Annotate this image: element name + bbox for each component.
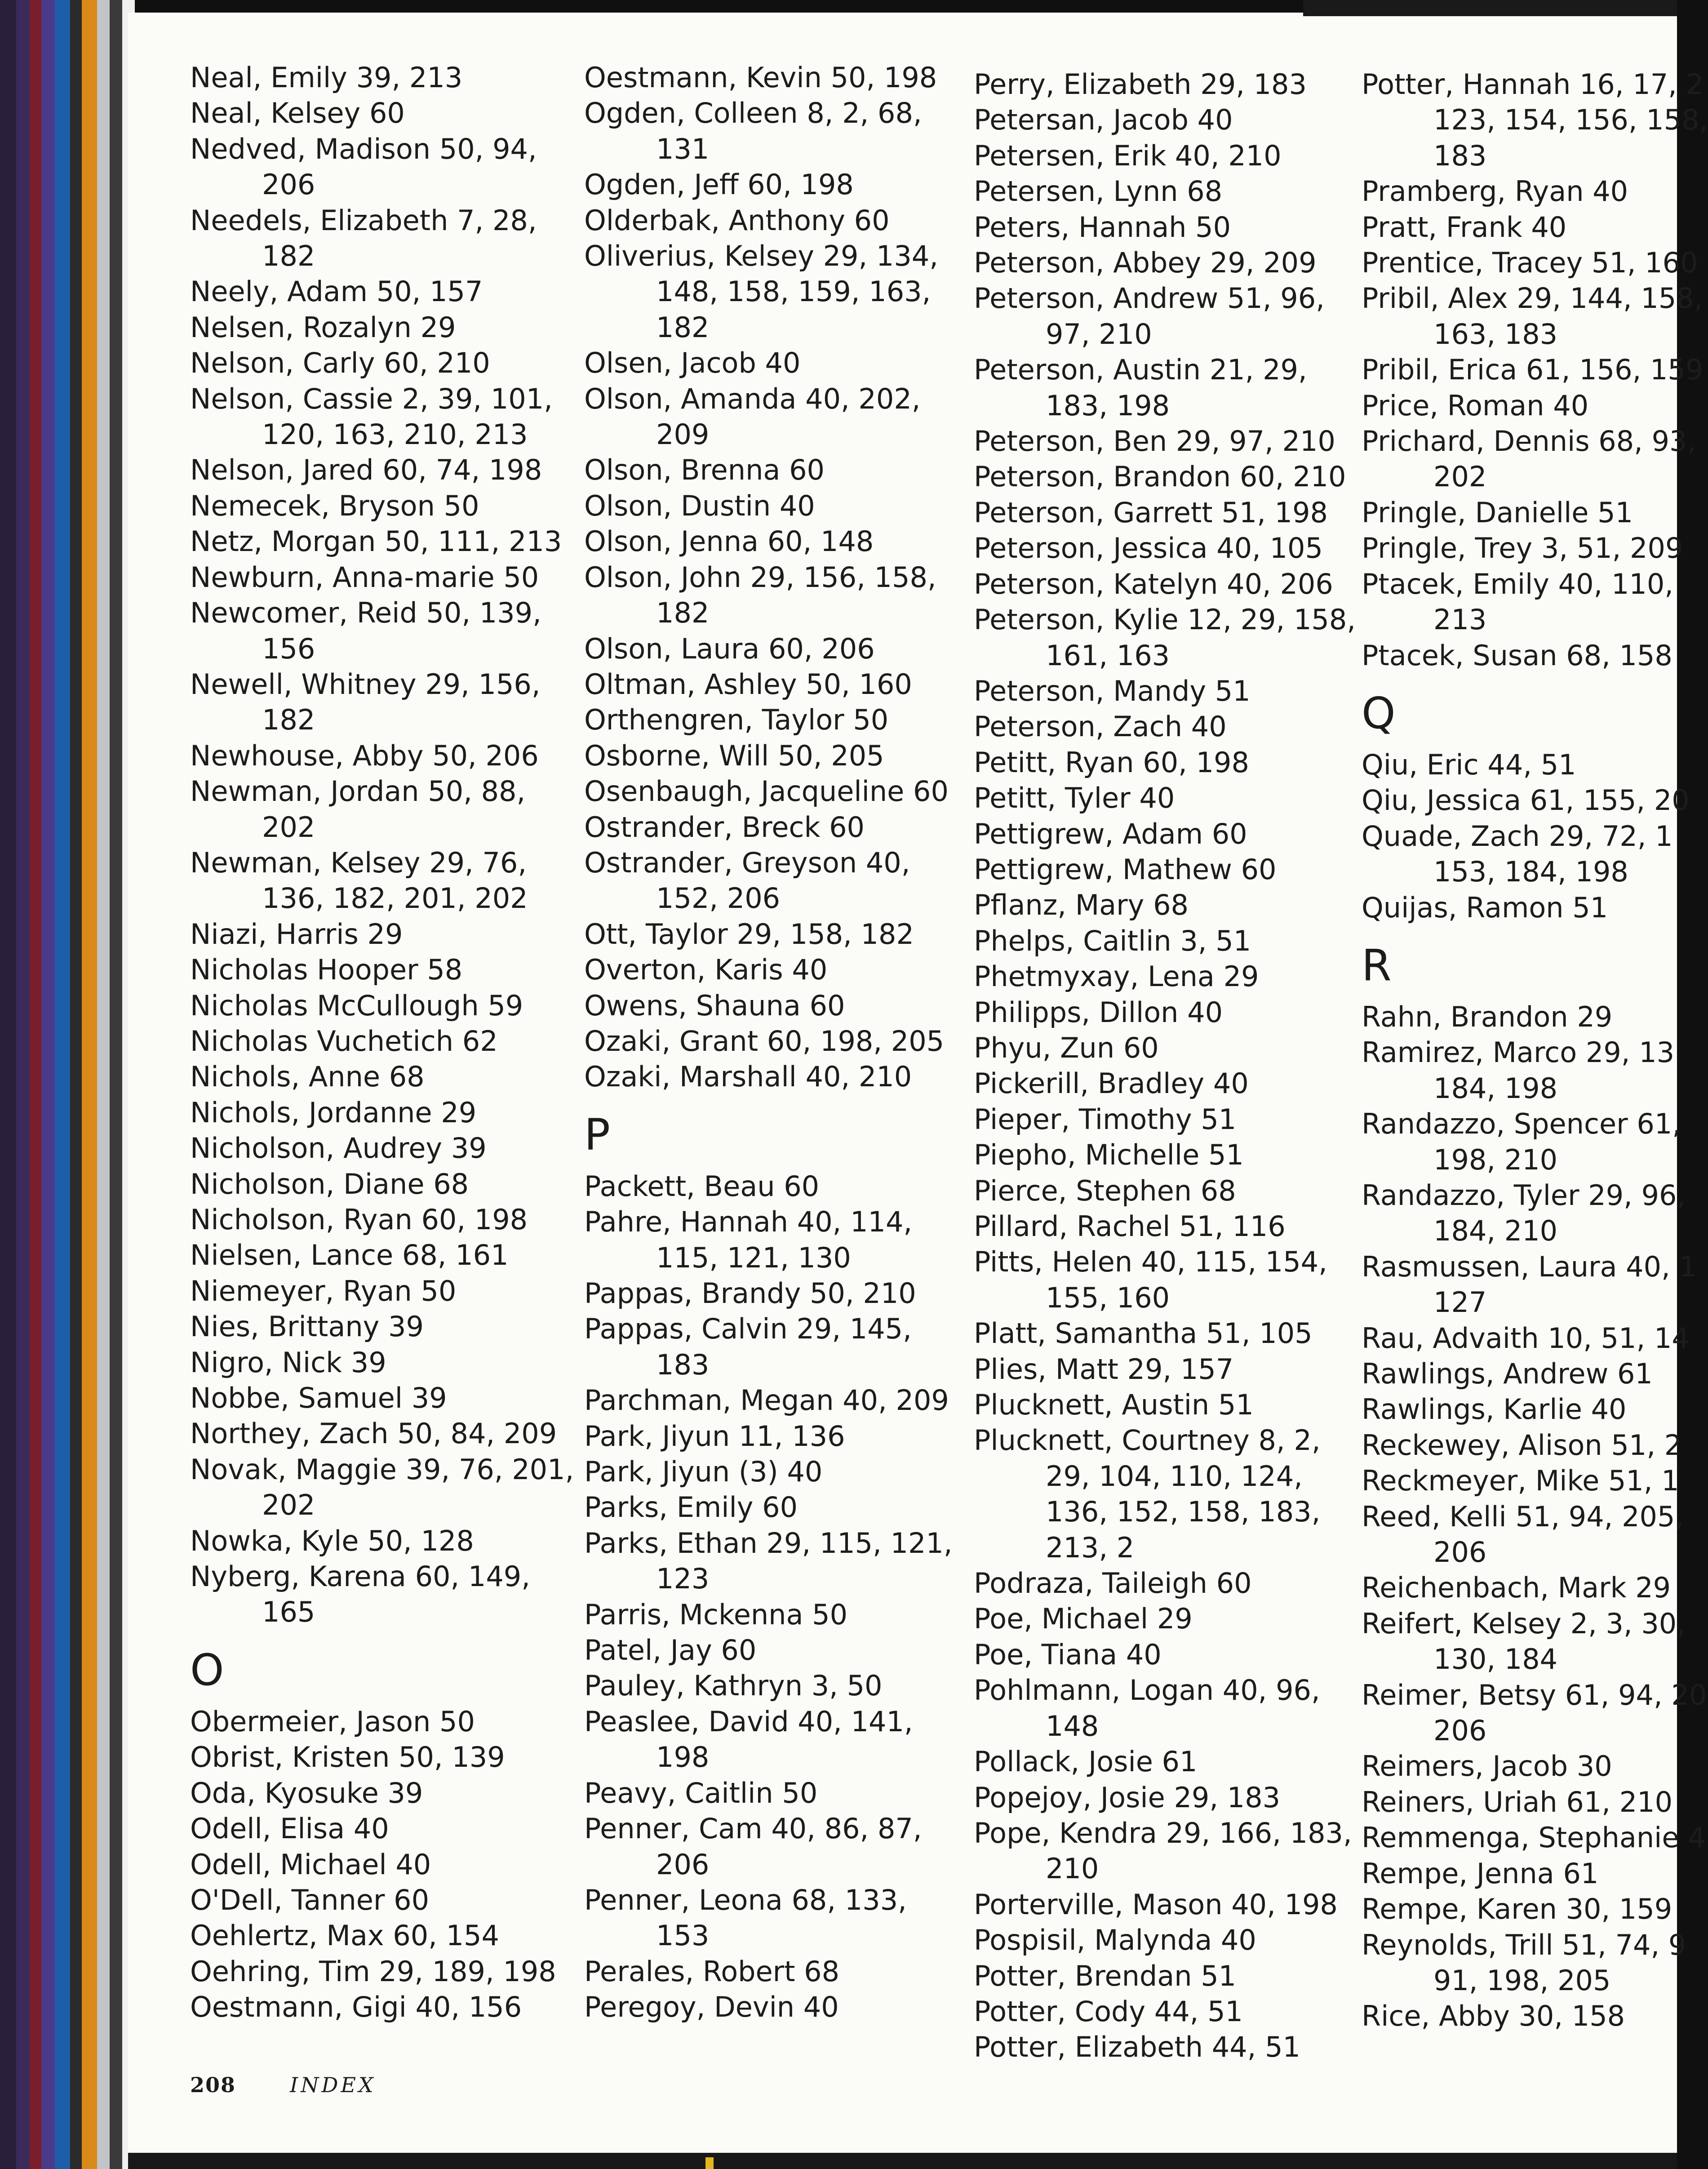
index-entry: Packett, Beau 60 [584, 1169, 820, 1203]
index-entry: Olderbak, Anthony 60 [584, 204, 890, 237]
index-entry: Quijas, Ramon 51 [1362, 891, 1608, 924]
index-entry: Newburn, Anna-marie 50 [190, 560, 539, 594]
index-entry: Pflanz, Mary 68 [974, 889, 1189, 922]
index-entry: Ozaki, Grant 60, 198, 205 [584, 1024, 945, 1058]
index-entry-continuation: 182 [262, 703, 315, 737]
index-entry: Rawlings, Karlie 40 [1362, 1393, 1627, 1426]
index-entry: Olson, Dustin 40 [584, 489, 815, 522]
section-letter: R [1362, 940, 1392, 991]
index-entry-continuation: 184, 198 [1433, 1071, 1558, 1105]
index-entry: Plucknett, Austin 51 [974, 1388, 1254, 1422]
index-entry: Oda, Kyosuke 39 [190, 1776, 423, 1809]
index-entry: Pettigrew, Mathew 60 [974, 853, 1277, 886]
index-entry-continuation: 202 [262, 810, 315, 844]
index-entry-continuation: 183, 198 [1046, 389, 1170, 422]
index-entry-continuation: 152, 206 [656, 882, 781, 915]
index-entry: Ptacek, Susan 68, 158 [1362, 639, 1673, 672]
index-page [128, 13, 1708, 2153]
index-entry: Peterson, Austin 21, 29, [974, 353, 1307, 387]
index-entry: Niazi, Harris 29 [190, 917, 403, 951]
index-entry: Overton, Karis 40 [584, 953, 828, 987]
index-entry: Reckewey, Alison 51, 2 [1362, 1428, 1682, 1462]
index-entry: Peterson, Garrett 51, 198 [974, 496, 1328, 529]
index-entry-continuation: 136, 182, 201, 202 [262, 882, 528, 915]
index-entry: Pickerill, Bradley 40 [974, 1067, 1249, 1100]
index-entry: O'Dell, Tanner 60 [190, 1883, 430, 1916]
index-entry: Petitt, Tyler 40 [974, 782, 1175, 815]
bottom-edge-shadow [128, 2153, 1677, 2169]
index-entry: Qiu, Eric 44, 51 [1362, 748, 1576, 781]
index-entry: Oliverius, Kelsey 29, 134, [584, 240, 938, 273]
index-entry: Ott, Taylor 29, 158, 182 [584, 917, 914, 951]
index-entry: Peregoy, Devin 40 [584, 1991, 839, 2024]
index-entry: Nobbe, Samuel 39 [190, 1382, 447, 1415]
page-number: 208 [190, 2073, 236, 2097]
index-entry: Pospisil, Malynda 40 [974, 1924, 1256, 1957]
index-entry: Ogden, Colleen 8, 2, 68, [584, 97, 922, 130]
index-entry: Porterville, Mason 40, 198 [974, 1888, 1338, 1921]
index-entry: Olson, Laura 60, 206 [584, 632, 875, 665]
index-entry: Ostrander, Breck 60 [584, 810, 865, 844]
index-entry-continuation: 198, 210 [1433, 1143, 1558, 1176]
index-entry: Peaslee, David 40, 141, [584, 1705, 913, 1738]
index-entry: Reynolds, Trill 51, 74, 9 [1362, 1928, 1686, 1961]
index-entry: Parks, Emily 60 [584, 1491, 798, 1524]
index-entry: Pauley, Kathryn 3, 50 [584, 1669, 883, 1702]
index-entry: Parchman, Megan 40, 209 [584, 1384, 949, 1417]
index-entry: Qiu, Jessica 61, 155, 20 [1362, 784, 1690, 817]
index-entry: Nigro, Nick 39 [190, 1346, 386, 1379]
footer-label: INDEX [290, 2073, 376, 2097]
index-entry: Newhouse, Abby 50, 206 [190, 739, 539, 772]
index-entry: Poe, Tiana 40 [974, 1638, 1162, 1671]
index-entry: Pierce, Stephen 68 [974, 1174, 1236, 1207]
index-entry: Neal, Kelsey 60 [190, 97, 405, 130]
index-entry-continuation: 206 [262, 168, 315, 201]
index-entry: Randazzo, Spencer 61, [1362, 1107, 1681, 1141]
edge-stripe [0, 0, 16, 2169]
index-entry-continuation: 148, 158, 159, 163, [656, 275, 931, 308]
index-entry: Perry, Elizabeth 29, 183 [974, 68, 1307, 101]
edge-stripe [41, 0, 55, 2169]
index-entry: Reiners, Uriah 61, 210 [1362, 1785, 1673, 1818]
index-entry: Penner, Leona 68, 133, [584, 1883, 907, 1916]
index-entry-continuation: 97, 210 [1046, 317, 1152, 351]
index-entry: Rasmussen, Laura 40, 1 [1362, 1250, 1697, 1283]
index-entry-continuation: 183 [656, 1348, 710, 1381]
index-entry-continuation: 206 [656, 1848, 710, 1881]
index-entry: Reckmeyer, Mike 51, 1 [1362, 1464, 1679, 1498]
index-entry: Newman, Kelsey 29, 76, [190, 846, 527, 879]
index-entry: Peterson, Abbey 29, 209 [974, 246, 1317, 280]
index-entry: Pieper, Timothy 51 [974, 1102, 1237, 1136]
index-entry: Peters, Hannah 50 [974, 210, 1231, 244]
index-entry: Pringle, Trey 3, 51, 209 [1362, 532, 1683, 565]
index-entry: Rahn, Brandon 29 [1362, 1000, 1613, 1033]
index-entry-continuation: 206 [1433, 1536, 1487, 1569]
index-entry-continuation: 213 [1433, 603, 1487, 636]
index-entry: Peterson, Zach 40 [974, 710, 1227, 743]
index-entry-continuation: 91, 198, 205 [1433, 1964, 1611, 1997]
edge-stripe [70, 0, 82, 2169]
index-entry-continuation: 136, 152, 158, 183, [1046, 1495, 1321, 1529]
index-entry: Reichenbach, Mark 29 [1362, 1571, 1671, 1605]
index-entry-continuation: 161, 163 [1046, 639, 1170, 672]
index-entry: Parris, Mckenna 50 [584, 1598, 848, 1631]
index-entry: Nelson, Jared 60, 74, 198 [190, 453, 542, 487]
index-entry: Perales, Robert 68 [584, 1955, 840, 1988]
index-entry-continuation: 115, 121, 130 [656, 1241, 851, 1274]
index-entry: Osenbaugh, Jacqueline 60 [584, 775, 949, 808]
index-entry-continuation: 210 [1046, 1852, 1099, 1885]
index-entry: Quade, Zach 29, 72, 1 [1362, 819, 1673, 853]
index-entry: Nemecek, Bryson 50 [190, 489, 479, 522]
index-entry: Popejoy, Josie 29, 183 [974, 1781, 1281, 1814]
bookmark-ribbon [705, 2157, 714, 2169]
index-entry: Rau, Advaith 10, 51, 14 [1362, 1321, 1690, 1355]
index-entry: Nicholas Hooper 58 [190, 953, 463, 987]
index-entry: Pahre, Hannah 40, 114, [584, 1205, 913, 1239]
index-entry: Peterson, Kylie 12, 29, 158, [974, 603, 1356, 636]
section-letter: O [190, 1645, 224, 1695]
index-entry: Pringle, Danielle 51 [1362, 496, 1633, 529]
index-entry: Phyu, Zun 60 [974, 1031, 1159, 1064]
index-entry: Phetmyxay, Lena 29 [974, 960, 1259, 993]
index-entry-continuation: 183 [1433, 139, 1487, 172]
index-entry-continuation: 206 [1433, 1714, 1487, 1747]
index-entry: Petersen, Lynn 68 [974, 175, 1223, 208]
top-edge-shadow [1303, 0, 1677, 16]
index-entry: Plies, Matt 29, 157 [974, 1352, 1234, 1386]
index-entry: Petersen, Erik 40, 210 [974, 139, 1282, 172]
index-entry: Peterson, Katelyn 40, 206 [974, 567, 1333, 600]
index-entry: Rempe, Jenna 61 [1362, 1857, 1599, 1890]
index-entry: Platt, Samantha 51, 105 [974, 1317, 1313, 1350]
index-entry: Oltman, Ashley 50, 160 [584, 667, 912, 701]
index-entry: Obrist, Kristen 50, 139 [190, 1741, 505, 1774]
edge-stripe [97, 0, 110, 2169]
index-entry: Prichard, Dennis 68, 93, [1362, 425, 1696, 458]
index-entry: Price, Roman 40 [1362, 389, 1589, 422]
index-entry-continuation: 148 [1046, 1709, 1099, 1742]
index-entry: Penner, Cam 40, 86, 87, [584, 1812, 922, 1845]
index-entry: Ogden, Jeff 60, 198 [584, 168, 854, 201]
index-entry: Newell, Whitney 29, 156, [190, 667, 541, 701]
index-entry: Nichols, Anne 68 [190, 1060, 425, 1093]
index-entry-continuation: 202 [262, 1489, 315, 1522]
index-entry: Nicholson, Ryan 60, 198 [190, 1203, 528, 1236]
index-entry: Nielsen, Lance 68, 161 [190, 1239, 509, 1272]
index-entry: Nicholson, Audrey 39 [190, 1132, 487, 1165]
index-entry: Reimers, Jacob 30 [1362, 1750, 1612, 1783]
index-entry: Poe, Michael 29 [974, 1602, 1193, 1636]
index-entry: Niemeyer, Ryan 50 [190, 1274, 457, 1307]
index-entry: Oehring, Tim 29, 189, 198 [190, 1955, 556, 1988]
index-entry-continuation: 130, 184 [1433, 1643, 1558, 1676]
index-entry: Podraza, Taileigh 60 [974, 1567, 1252, 1600]
index-entry: Peterson, Mandy 51 [974, 674, 1251, 707]
edge-stripe [82, 0, 97, 2169]
index-entry: Nicholas Vuchetich 62 [190, 1024, 498, 1058]
index-entry: Reed, Kelli 51, 94, 205, [1362, 1500, 1684, 1533]
section-letter: P [584, 1109, 610, 1160]
index-column-4 [1362, 67, 1708, 2034]
index-entry: Randazzo, Tyler 29, 96, [1362, 1178, 1686, 1212]
index-entry-continuation: 165 [262, 1596, 315, 1629]
index-entry-continuation: 156 [262, 632, 315, 665]
index-entry: Philipps, Dillon 40 [974, 996, 1223, 1029]
edge-stripe [30, 0, 41, 2169]
index-entry: Nicholas McCullough 59 [190, 989, 523, 1022]
index-entry: Patel, Jay 60 [584, 1634, 757, 1667]
index-entry-continuation: 213, 2 [1046, 1531, 1135, 1564]
index-entry: Peterson, Brandon 60, 210 [974, 460, 1346, 493]
edge-stripe [16, 0, 30, 2169]
index-entry: Ptacek, Emily 40, 110, [1362, 567, 1674, 600]
index-entry: Pappas, Brandy 50, 210 [584, 1277, 916, 1310]
index-entry: Olsen, Jacob 40 [584, 347, 801, 380]
page-edge-stripes [0, 0, 135, 2169]
index-entry-continuation: 184, 210 [1433, 1214, 1558, 1248]
index-entry: Pramberg, Ryan 40 [1362, 175, 1628, 208]
index-entry: Odell, Michael 40 [190, 1848, 431, 1881]
index-entry: Reifert, Kelsey 2, 3, 30, [1362, 1607, 1686, 1640]
index-entry: Peterson, Jessica 40, 105 [974, 532, 1323, 565]
index-entry: Pribil, Erica 61, 156, 159 [1362, 353, 1704, 387]
page-footer [190, 2073, 376, 2097]
index-entry: Phelps, Caitlin 3, 51 [974, 924, 1251, 957]
index-entry-continuation: 163, 183 [1433, 317, 1558, 351]
index-entry: Prentice, Tracey 51, 160 [1362, 246, 1698, 280]
index-entry: Remmenga, Stephanie 4 [1362, 1821, 1706, 1854]
index-entry: Olson, Amanda 40, 202, [584, 382, 921, 415]
index-entry: Rice, Abby 30, 158 [1362, 2000, 1625, 2033]
index-entry: Newman, Jordan 50, 88, [190, 775, 526, 808]
index-entry: Netz, Morgan 50, 111, 213 [190, 525, 562, 558]
index-entry: Pillard, Rachel 51, 116 [974, 1210, 1286, 1243]
index-entry: Plucknett, Courtney 8, 2, [974, 1424, 1321, 1457]
index-entry: Petitt, Ryan 60, 198 [974, 746, 1249, 779]
index-entry: Pribil, Alex 29, 144, 158, [1362, 282, 1703, 315]
index-entry: Piepho, Michelle 51 [974, 1138, 1244, 1172]
index-entry: Peterson, Andrew 51, 96, [974, 282, 1325, 315]
index-entry: Peterson, Ben 29, 97, 210 [974, 425, 1335, 458]
index-entry: Nelson, Carly 60, 210 [190, 347, 490, 380]
index-entry: Rempe, Karen 30, 159 [1362, 1893, 1673, 1926]
index-entry-continuation: 131 [656, 132, 710, 165]
index-entry: Oestmann, Kevin 50, 198 [584, 61, 937, 94]
index-entry: Pitts, Helen 40, 115, 154, [974, 1245, 1327, 1279]
index-entry: Northey, Zach 50, 84, 209 [190, 1417, 557, 1450]
index-entry: Oestmann, Gigi 40, 156 [190, 1991, 522, 2024]
index-entry-continuation: 182 [262, 240, 315, 273]
index-entry: Potter, Brendan 51 [974, 1959, 1237, 1992]
index-entry: Nelson, Cassie 2, 39, 101, [190, 382, 553, 415]
index-entry: Pettigrew, Adam 60 [974, 817, 1247, 850]
index-entry: Ostrander, Greyson 40, [584, 846, 910, 879]
index-entry: Park, Jiyun (3) 40 [584, 1455, 823, 1489]
index-entry: Pohlmann, Logan 40, 96, [974, 1674, 1320, 1707]
index-entry: Pollack, Josie 61 [974, 1745, 1198, 1778]
index-entry: Novak, Maggie 39, 76, 201, [190, 1453, 574, 1486]
index-entry-continuation: 123, 154, 156, 158, [1433, 103, 1708, 137]
index-entry: Odell, Elisa 40 [190, 1812, 389, 1845]
section-letter: Q [1362, 688, 1396, 738]
index-entry: Oehlertz, Max 60, 154 [190, 1919, 499, 1952]
index-entry: Peavy, Caitlin 50 [584, 1776, 818, 1809]
index-entry-continuation: 209 [656, 418, 710, 451]
index-entry: Nicholson, Diane 68 [190, 1167, 469, 1200]
edge-stripe [110, 0, 122, 2169]
index-entry: Potter, Elizabeth 44, 51 [974, 2031, 1300, 2064]
index-entry: Obermeier, Jason 50 [190, 1705, 475, 1738]
index-entry: Needels, Elizabeth 7, 28, [190, 204, 537, 237]
index-entry: Nichols, Jordanne 29 [190, 1096, 477, 1129]
index-entry: Petersan, Jacob 40 [974, 103, 1233, 137]
index-entry: Neely, Adam 50, 157 [190, 275, 483, 308]
index-entry: Owens, Shauna 60 [584, 989, 845, 1022]
index-entry: Neal, Emily 39, 213 [190, 61, 463, 94]
index-entry: Nelsen, Rozalyn 29 [190, 311, 456, 344]
index-entry-continuation: 127 [1433, 1286, 1487, 1319]
index-entry: Olson, Jenna 60, 148 [584, 525, 874, 558]
index-entry: Osborne, Will 50, 205 [584, 739, 884, 772]
index-entry: Reimer, Betsy 61, 94, 20 [1362, 1678, 1707, 1711]
index-entry: Olson, John 29, 156, 158, [584, 560, 936, 594]
index-entry: Newcomer, Reid 50, 139, [190, 596, 541, 630]
index-entry: Ramirez, Marco 29, 13 [1362, 1036, 1675, 1069]
index-entry: Nowka, Kyle 50, 128 [190, 1524, 474, 1557]
index-entry-continuation: 123 [656, 1562, 710, 1596]
index-entry-continuation: 153, 184, 198 [1433, 855, 1628, 889]
index-entry: Olson, Brenna 60 [584, 453, 825, 487]
edge-stripe [55, 0, 70, 2169]
index-entry: Nedved, Madison 50, 94, [190, 132, 537, 165]
index-entry: Orthengren, Taylor 50 [584, 703, 889, 737]
index-entry: Rawlings, Andrew 61 [1362, 1357, 1653, 1390]
index-entry-continuation: 182 [656, 311, 710, 344]
index-entry: Nyberg, Karena 60, 149, [190, 1560, 530, 1593]
index-entry-continuation: 120, 163, 210, 213 [262, 418, 528, 451]
index-entry-continuation: 198 [656, 1741, 710, 1774]
index-entry: Potter, Hannah 16, 17, 2 [1362, 68, 1704, 101]
index-entry-continuation: 202 [1433, 460, 1487, 493]
index-entry: Potter, Cody 44, 51 [974, 1995, 1243, 2028]
index-entry: Ozaki, Marshall 40, 210 [584, 1060, 912, 1093]
index-entry: Nies, Brittany 39 [190, 1310, 424, 1343]
index-entry-continuation: 29, 104, 110, 124, [1046, 1459, 1303, 1493]
index-entry: Pappas, Calvin 29, 145, [584, 1312, 912, 1346]
index-entry-continuation: 155, 160 [1046, 1281, 1170, 1314]
index-entry-continuation: 182 [656, 596, 710, 630]
index-entry: Parks, Ethan 29, 115, 121, [584, 1526, 953, 1560]
index-entry: Park, Jiyun 11, 136 [584, 1419, 845, 1453]
index-entry: Pope, Kendra 29, 166, 183, [974, 1816, 1352, 1849]
index-entry-continuation: 153 [656, 1919, 710, 1952]
index-entry: Pratt, Frank 40 [1362, 210, 1567, 244]
